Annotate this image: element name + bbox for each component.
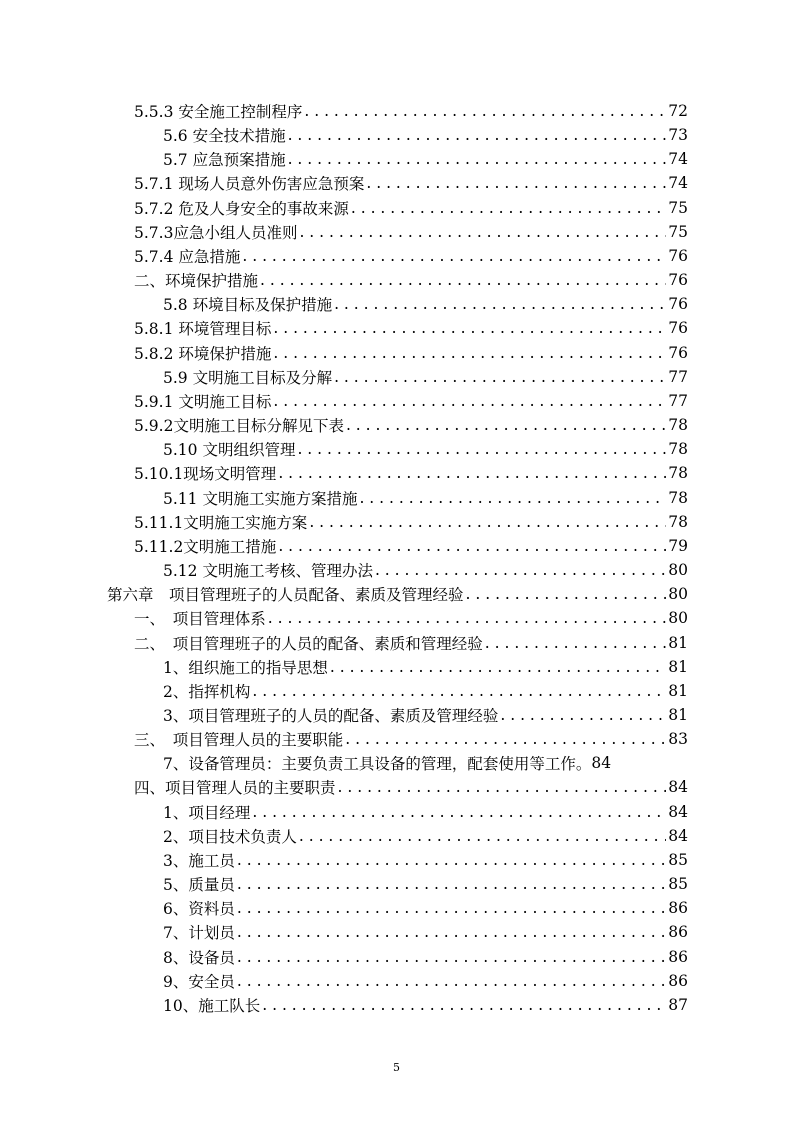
toc-entry-title: 10、施工队长 — [163, 996, 261, 1015]
toc-entry-page: 78 — [668, 440, 688, 459]
dot-leader — [345, 730, 666, 748]
toc-entry[interactable] — [163, 896, 688, 920]
toc-entry[interactable] — [163, 437, 688, 461]
toc-entry-page: 84 — [668, 826, 688, 845]
toc-entry[interactable] — [134, 268, 688, 292]
toc-entry-page: 77 — [668, 367, 688, 386]
dot-leader — [260, 271, 666, 289]
toc-entry-page: 84 — [668, 778, 688, 797]
toc-entry[interactable] — [134, 775, 688, 799]
dot-leader — [297, 440, 666, 458]
toc-entry[interactable] — [163, 558, 688, 582]
toc-entry-title: 9、安全员 — [163, 972, 235, 991]
toc-entry-title: 2、指挥机构 — [163, 682, 251, 701]
toc-entry[interactable] — [134, 534, 688, 558]
dot-leader — [334, 295, 666, 313]
dot-leader — [485, 634, 667, 652]
toc-entry[interactable] — [134, 631, 688, 655]
toc-entry[interactable] — [163, 872, 688, 896]
toc-entry[interactable] — [134, 196, 688, 220]
toc-entry-title: 5.9.1 文明施工目标 — [134, 392, 272, 411]
toc-entry[interactable] — [163, 679, 688, 703]
toc-entry-title: 5.5.3 安全施工控制程序 — [134, 103, 303, 121]
toc-entry-title: 5.8.1 环境管理目标 — [134, 320, 272, 339]
toc-entry-title: 7、计划员 — [163, 924, 235, 943]
toc-entry[interactable] — [163, 703, 688, 727]
toc-entry-title: 5.10 文明组织管理 — [163, 441, 296, 460]
toc-entry-title: 1、项目经理 — [163, 803, 251, 822]
toc-entry-page: 79 — [668, 536, 688, 555]
dot-leader — [359, 489, 666, 507]
toc-entry[interactable] — [134, 727, 688, 751]
toc-entry-title: 2、项目技术负责人 — [163, 827, 297, 846]
toc-entry-page: 83 — [668, 730, 688, 749]
toc-entry-page: 78 — [668, 488, 688, 507]
toc-entry-title: 5.9 文明施工目标及分解 — [163, 368, 333, 387]
toc-entry[interactable] — [134, 341, 688, 365]
dot-leader — [366, 174, 666, 192]
toc-entry-title: 5.11 文明施工实施方案措施 — [163, 489, 358, 508]
dot-leader — [338, 778, 667, 796]
toc-entry[interactable] — [163, 824, 688, 848]
toc-entry-page: 76 — [668, 319, 688, 338]
toc-entry-page: 85 — [668, 850, 688, 869]
dot-leader — [273, 392, 666, 410]
dot-leader — [330, 658, 666, 676]
toc-entry-title: 5.7 应急预案措施 — [163, 151, 286, 170]
toc-entry[interactable] — [134, 316, 688, 340]
dot-leader — [237, 948, 666, 966]
toc-entry-page: 81 — [668, 681, 688, 700]
dot-leader — [242, 247, 666, 265]
dot-leader — [278, 537, 666, 555]
dot-leader — [273, 319, 666, 337]
toc-entry[interactable] — [134, 413, 688, 437]
toc-entry-title: 5.8 环境目标及保护措施 — [163, 296, 333, 315]
toc-entry[interactable] — [163, 147, 688, 171]
toc-entry-title: 8、设备员 — [163, 948, 235, 967]
toc-entry-page: 85 — [668, 875, 688, 894]
toc-entry-page: 75 — [668, 198, 688, 217]
toc-entry[interactable] — [163, 486, 688, 510]
toc-entry-title: 三、 项目管理人员的主要职能 — [134, 731, 344, 750]
toc-entry-page: 81 — [668, 657, 688, 676]
toc-entry-page: 80 — [668, 585, 688, 604]
dot-leader — [237, 875, 666, 893]
dot-leader — [346, 416, 666, 434]
toc-entry-title: 5.11.2文明施工措施 — [134, 537, 277, 556]
toc-entry[interactable] — [134, 510, 688, 534]
toc-entry-title: 5.12 文明施工考核、管理办法 — [163, 562, 373, 581]
dot-leader — [252, 682, 666, 700]
dot-leader — [304, 102, 666, 120]
toc-entry-page: 77 — [668, 391, 688, 410]
toc-entry-page: 86 — [668, 971, 688, 990]
dot-leader — [237, 851, 666, 869]
toc-entry[interactable] — [134, 220, 688, 244]
dot-leader — [288, 126, 667, 144]
toc-entry-page: 76 — [668, 295, 688, 314]
toc-entry-page: 78 — [668, 416, 688, 435]
toc-entry-page: 86 — [668, 923, 688, 942]
toc-entry[interactable] — [134, 389, 688, 413]
toc-entry-page: 76 — [668, 343, 688, 362]
dot-leader — [299, 223, 666, 241]
toc-entry-page: 86 — [668, 899, 688, 918]
dot-leader — [500, 706, 666, 724]
toc-entry-page: 86 — [668, 947, 688, 966]
toc-entry-title: 1、组织施工的指导思想 — [163, 658, 328, 677]
toc-entry-title: 二、环境保护措施 — [134, 272, 259, 291]
toc-entry-title: 5.6 安全技术措施 — [163, 127, 286, 146]
toc-entry-page: 75 — [668, 222, 688, 241]
dot-leader — [334, 368, 666, 386]
toc-entry[interactable] — [163, 969, 688, 993]
toc-entry-page: 78 — [668, 512, 688, 531]
toc-entry[interactable] — [107, 582, 688, 606]
toc-entry-page: 81 — [668, 633, 688, 652]
dot-leader — [375, 561, 666, 579]
toc-entry-page: 84 — [591, 754, 612, 773]
toc-entry-title: 5.7.3应急小组人员准则 — [134, 223, 298, 242]
toc-entry[interactable] — [134, 171, 688, 195]
toc-entry-page: 84 — [668, 802, 688, 821]
toc-entry-page: 87 — [668, 995, 688, 1014]
toc-entry-title: 3、项目管理班子的人员的配备、素质及管理经验 — [163, 707, 499, 725]
toc-entry[interactable] — [163, 848, 688, 872]
toc-entry[interactable] — [163, 945, 688, 969]
toc-entry-title: 5.8.2 环境保护措施 — [134, 344, 272, 363]
dot-leader — [237, 923, 666, 941]
toc-entry-title: 5.7.2 危及人身安全的事故来源 — [134, 199, 349, 218]
toc-entry[interactable] — [163, 920, 688, 944]
toc-entry[interactable] — [134, 244, 688, 268]
toc-entry[interactable] — [163, 751, 688, 775]
toc-entry-page: 81 — [668, 706, 688, 724]
dot-leader — [252, 803, 666, 821]
toc-entry-title: 7、设备管理员：主要负责工具设备的管理，配套使用等工作。 — [163, 755, 592, 774]
dot-leader — [237, 899, 666, 917]
dot-leader — [288, 150, 667, 168]
toc-entry-title: 5.7.4 应急措施 — [134, 247, 241, 266]
toc-entry[interactable] — [134, 99, 688, 123]
toc-entry[interactable] — [163, 365, 688, 389]
toc-entry-title: 一、 项目管理体系 — [134, 610, 266, 629]
toc-entry-title: 四、项目管理人员的主要职责 — [134, 779, 336, 798]
toc-entry-title: 5.11.1文明施工实施方案 — [134, 513, 308, 532]
toc-entry-title: 5、质量员 — [163, 876, 235, 895]
toc-entry[interactable] — [163, 993, 688, 1017]
toc-entry-title: 第六章 项目管理班子的人员配备、素质及管理经验 — [107, 586, 464, 605]
toc-entry-page: 72 — [668, 102, 688, 120]
toc-entry-title: 3、施工员 — [163, 851, 235, 870]
dot-leader — [268, 609, 667, 627]
toc-entry-page: 76 — [668, 246, 688, 265]
toc-entry[interactable] — [163, 292, 688, 316]
toc-entry-page: 74 — [668, 174, 688, 193]
toc-entry-title: 5.10.1现场文明管理 — [134, 465, 277, 484]
toc-entry-title: 6、资料员 — [163, 900, 235, 919]
dot-leader — [299, 827, 666, 845]
toc-entry[interactable] — [134, 461, 688, 485]
dot-leader — [273, 344, 666, 362]
toc-entry-page: 74 — [668, 150, 688, 169]
toc-entry[interactable] — [163, 655, 688, 679]
dot-leader — [278, 464, 666, 482]
dot-leader — [351, 199, 666, 217]
toc-entry-page: 73 — [668, 126, 688, 145]
dot-leader — [262, 996, 666, 1014]
toc-entry-title: 5.7.1 现场人员意外伤害应急预案 — [134, 175, 365, 194]
toc-entry-page: 80 — [668, 609, 688, 628]
toc-entry[interactable] — [134, 606, 688, 630]
dot-leader — [237, 972, 666, 990]
toc-entry-page: 76 — [668, 271, 688, 290]
dot-leader — [466, 585, 667, 603]
toc-entry[interactable] — [163, 123, 688, 147]
toc-entry[interactable] — [163, 800, 688, 824]
toc-entry-title: 5.9.2文明施工目标分解见下表 — [134, 417, 344, 436]
toc-entry-page: 78 — [668, 464, 688, 483]
page-number: 5 — [393, 1061, 400, 1074]
toc-entry-page: 80 — [668, 561, 688, 580]
dot-leader — [309, 513, 666, 531]
toc-entry-title: 二、 项目管理班子的人员的配备、素质和管理经验 — [134, 634, 483, 653]
